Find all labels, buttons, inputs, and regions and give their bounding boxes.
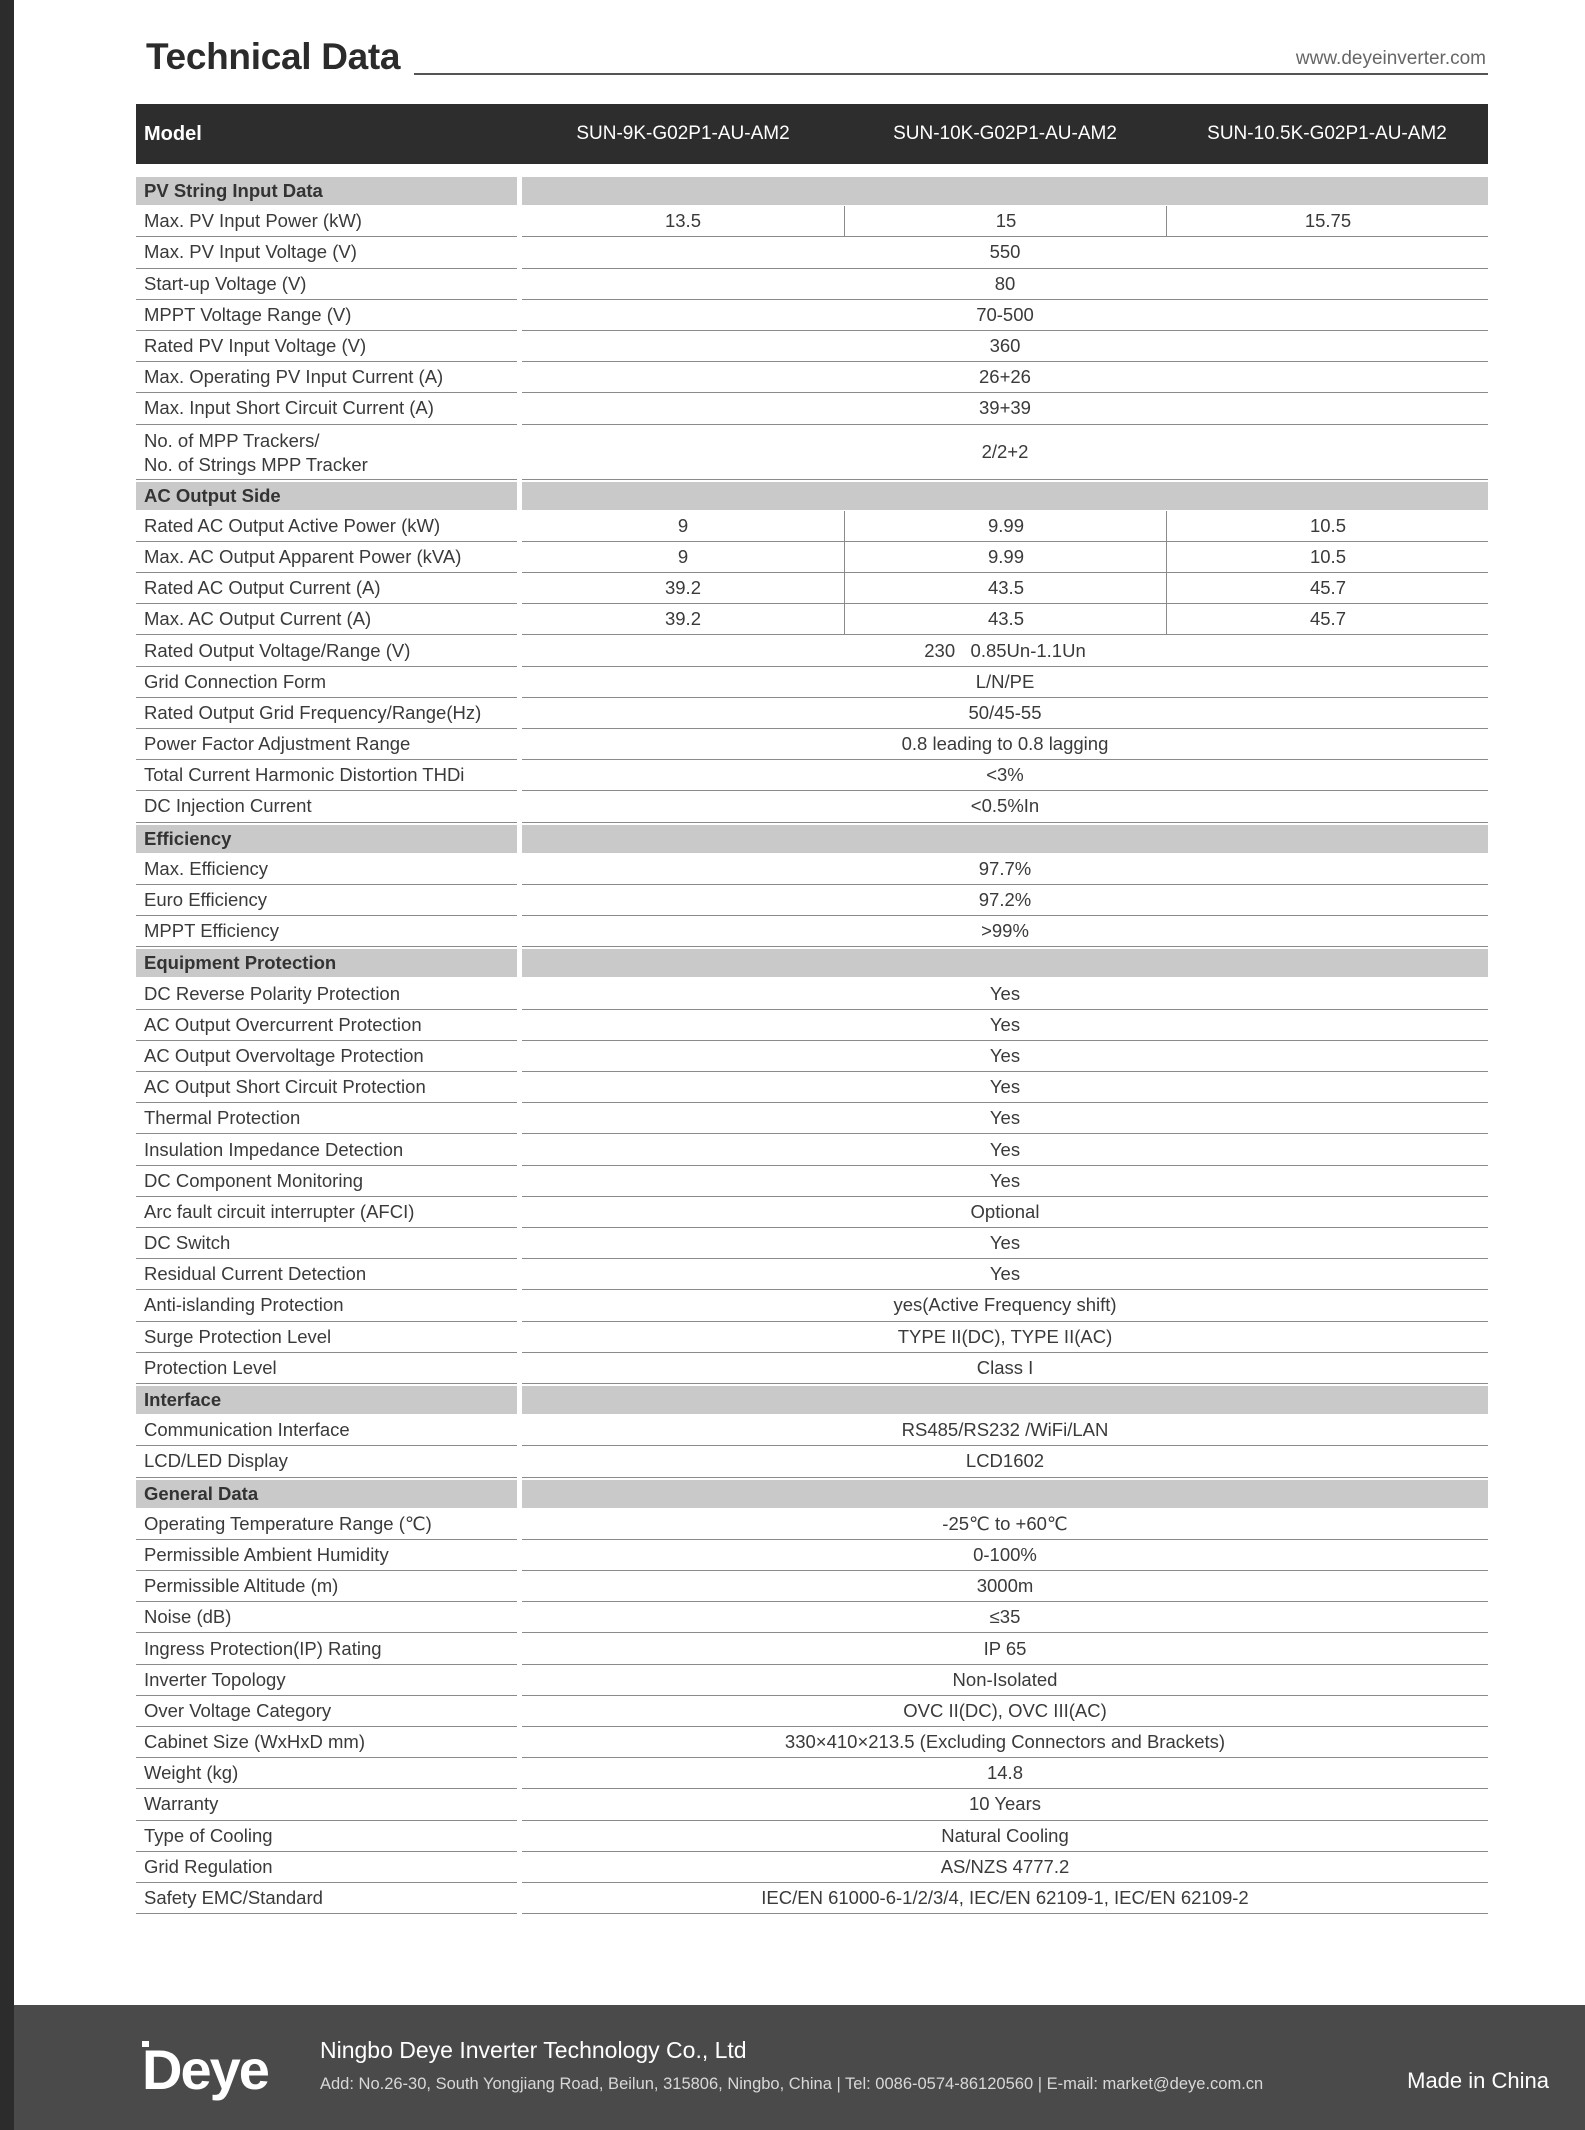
spec-values (522, 604, 1488, 635)
spec-label: DC Switch (136, 1228, 517, 1259)
deye-logo (142, 2033, 302, 2103)
svg-text:Deye: Deye (142, 2038, 268, 2101)
spec-values (522, 300, 1488, 331)
spec-values (522, 1602, 1488, 1633)
spec-label: Rated AC Output Active Power (kW) (136, 511, 517, 542)
spec-value: >99% (981, 920, 1029, 942)
spec-values (522, 949, 1488, 977)
spec-value: 0.8 leading to 0.8 lagging (901, 733, 1109, 755)
spec-label: Insulation Impedance Detection (136, 1134, 517, 1165)
spec-row (136, 1571, 1488, 1602)
spec-row (136, 1134, 1488, 1165)
spec-row (136, 885, 1488, 916)
spec-table (136, 175, 1488, 1914)
spec-value: IEC/EN 61000-6-1/2/3/4, IEC/EN 62109-1, IEC/EN 62109-2 (761, 1887, 1249, 1909)
spec-values (522, 1480, 1488, 1508)
spec-values (522, 237, 1488, 268)
spec-row (136, 1197, 1488, 1228)
spec-row (136, 542, 1488, 573)
spec-row (136, 393, 1488, 424)
spec-values (522, 177, 1488, 205)
spec-values (522, 1446, 1488, 1477)
spec-value: L/N/PE (975, 670, 1035, 692)
spec-label: Safety EMC/Standard (136, 1883, 517, 1914)
spec-value: 80 (994, 272, 1016, 294)
spec-label: Max. PV Input Power (kW) (136, 206, 517, 237)
spec-row (136, 1010, 1488, 1041)
spec-value-cell: 9.99 (844, 511, 1167, 541)
spec-label: Max. AC Output Apparent Power (kVA) (136, 542, 517, 573)
spec-value: 230 0.85Un-1.1Un (924, 639, 1086, 661)
section-title: PV String Input Data (136, 177, 517, 205)
page-header (146, 36, 1488, 86)
title-rule (414, 73, 1488, 75)
spec-value: <0.5%In (970, 795, 1040, 817)
spec-row (136, 1415, 1488, 1446)
spec-values (522, 979, 1488, 1010)
section-title: Equipment Protection (136, 949, 517, 977)
spec-label: Power Factor Adjustment Range (136, 729, 517, 760)
spec-values (522, 1571, 1488, 1602)
spec-value-cell: 45.7 (1166, 573, 1489, 603)
spec-row (136, 425, 1488, 480)
spec-row (136, 362, 1488, 393)
spec-row (136, 206, 1488, 237)
spec-label: Ingress Protection(IP) Rating (136, 1633, 517, 1664)
spec-value-cell: 10.5 (1166, 542, 1489, 572)
spec-label: Euro Efficiency (136, 885, 517, 916)
spec-value: Natural Cooling (941, 1824, 1069, 1846)
spec-row (136, 1602, 1488, 1633)
spec-row (136, 979, 1488, 1010)
spec-row (136, 1852, 1488, 1883)
spec-row (136, 1509, 1488, 1540)
section-header-row (136, 1384, 1488, 1415)
spec-row (136, 237, 1488, 268)
spec-row (136, 1727, 1488, 1758)
spec-values (522, 206, 1488, 237)
spec-value-cell: 43.5 (844, 604, 1167, 634)
spec-value-cell: 10.5 (1166, 511, 1489, 541)
model-name: SUN-10K-G02P1-AU-AM2 (893, 123, 1117, 144)
company-name: Ningbo Deye Inverter Technology Co., Ltd (320, 2037, 747, 2063)
spec-values (522, 1166, 1488, 1197)
spec-label: Max. PV Input Voltage (V) (136, 237, 517, 268)
spec-value: Yes (989, 1044, 1021, 1066)
spec-row (136, 300, 1488, 331)
spec-value: 360 (989, 335, 1021, 357)
spec-values (522, 1665, 1488, 1696)
spec-value: 0-100% (973, 1543, 1037, 1565)
spec-row (136, 1789, 1488, 1820)
spec-label: MPPT Efficiency (136, 916, 517, 947)
spec-value: 2/2+2 (981, 440, 1029, 462)
spec-value-cell: 15 (844, 206, 1167, 236)
spec-values (522, 825, 1488, 853)
spec-value-cell: 39.2 (664, 577, 701, 599)
spec-label: Inverter Topology (136, 1665, 517, 1696)
spec-row (136, 916, 1488, 947)
model-name: SUN-10.5K-G02P1-AU-AM2 (1207, 123, 1447, 144)
spec-label: MPPT Voltage Range (V) (136, 300, 517, 331)
spec-row (136, 1041, 1488, 1072)
spec-label: Permissible Ambient Humidity (136, 1540, 517, 1571)
spec-value: ≤35 (989, 1606, 1021, 1628)
spec-label: Start-up Voltage (V) (136, 269, 517, 300)
spec-values (522, 1386, 1488, 1414)
spec-values (522, 1322, 1488, 1353)
spec-value: IP 65 (983, 1637, 1027, 1659)
spec-label: DC Component Monitoring (136, 1166, 517, 1197)
spec-value: Yes (989, 1013, 1021, 1035)
section-header-row (136, 480, 1488, 511)
spec-row (136, 791, 1488, 822)
spec-value: AS/NZS 4777.2 (940, 1855, 1070, 1877)
spec-label: Max. Input Short Circuit Current (A) (136, 393, 517, 424)
spec-value: Yes (989, 1138, 1021, 1160)
spec-value: 14.8 (986, 1762, 1023, 1784)
spec-value: OVC II(DC), OVC III(AC) (903, 1699, 1107, 1721)
spec-row (136, 729, 1488, 760)
spec-values (522, 1696, 1488, 1727)
spec-value-cell: 9.99 (844, 542, 1167, 572)
spec-value: Yes (989, 1263, 1021, 1285)
spec-values (522, 1727, 1488, 1758)
spec-label: Thermal Protection (136, 1103, 517, 1134)
section-title: General Data (136, 1480, 517, 1508)
spec-label: Rated AC Output Current (A) (136, 573, 517, 604)
spec-row (136, 854, 1488, 885)
spec-values (522, 1010, 1488, 1041)
spec-label: Warranty (136, 1789, 517, 1820)
spec-label: Grid Regulation (136, 1852, 517, 1883)
spec-label: Rated PV Input Voltage (V) (136, 331, 517, 362)
spec-values (522, 1103, 1488, 1134)
spec-label: Residual Current Detection (136, 1259, 517, 1290)
spec-label: Cabinet Size (WxHxD mm) (136, 1727, 517, 1758)
section-title: AC Output Side (136, 482, 517, 510)
spec-values (522, 1072, 1488, 1103)
model-name: SUN-9K-G02P1-AU-AM2 (576, 123, 790, 144)
spec-row (136, 1446, 1488, 1477)
spec-values (522, 1290, 1488, 1321)
spec-values (522, 1540, 1488, 1571)
spec-row (136, 635, 1488, 666)
model-header-row (136, 104, 1488, 164)
spec-label: DC Reverse Polarity Protection (136, 979, 517, 1010)
spec-row (136, 1322, 1488, 1353)
spec-value-cell: 39.2 (664, 608, 701, 630)
spec-value: Yes (989, 1232, 1021, 1254)
spec-row (136, 331, 1488, 362)
spec-values (522, 1789, 1488, 1820)
spec-row (136, 1072, 1488, 1103)
spec-row (136, 1103, 1488, 1134)
website-link[interactable]: www.deyeinverter.com (1295, 48, 1486, 69)
spec-values (522, 393, 1488, 424)
spec-values (522, 854, 1488, 885)
spec-label: Operating Temperature Range (℃) (136, 1509, 517, 1540)
spec-values (522, 331, 1488, 362)
spec-values (522, 1228, 1488, 1259)
spec-values (522, 635, 1488, 666)
spec-value: yes(Active Frequency shift) (893, 1294, 1117, 1316)
spec-label: AC Output Overvoltage Protection (136, 1041, 517, 1072)
company-address: Add: No.26-30, South Yongjiang Road, Beilun, 315806, Ningbo, China | Tel: 0086-0574-86120560 | E-mail: market@deye.com.cn (320, 2075, 1264, 2093)
spec-value: 50/45-55 (968, 701, 1042, 723)
spec-value: Class I (976, 1356, 1034, 1378)
model-label: Model (144, 123, 202, 145)
spec-values (522, 791, 1488, 822)
left-edge-bar (0, 0, 14, 2130)
spec-value-cell: 9 (677, 545, 689, 567)
spec-label: Weight (kg) (136, 1758, 517, 1789)
spec-row (136, 573, 1488, 604)
spec-row (136, 1633, 1488, 1664)
spec-value-cell: 13.5 (664, 210, 701, 232)
made-in-label: Made in China (1407, 2068, 1549, 2093)
spec-value: Yes (989, 1107, 1021, 1129)
spec-value: 3000m (976, 1575, 1034, 1597)
spec-value: LCD1602 (965, 1450, 1045, 1472)
spec-values (522, 511, 1488, 542)
spec-label: Max. AC Output Current (A) (136, 604, 517, 635)
spec-values (522, 1134, 1488, 1165)
spec-values (522, 1353, 1488, 1384)
spec-value: Yes (989, 1169, 1021, 1191)
section-header-row (136, 1478, 1488, 1509)
spec-values (522, 362, 1488, 393)
spec-row (136, 1883, 1488, 1914)
section-header-row (136, 175, 1488, 206)
spec-row (136, 1166, 1488, 1197)
spec-label: Surge Protection Level (136, 1322, 517, 1353)
spec-value: Yes (989, 1076, 1021, 1098)
spec-values (522, 1415, 1488, 1446)
spec-label: LCD/LED Display (136, 1446, 517, 1477)
spec-row (136, 1696, 1488, 1727)
spec-row (136, 511, 1488, 542)
spec-value: 97.7% (978, 857, 1032, 879)
spec-value: 70-500 (976, 303, 1034, 325)
spec-values (522, 885, 1488, 916)
spec-row (136, 1259, 1488, 1290)
spec-label: Max. Operating PV Input Current (A) (136, 362, 517, 393)
spec-value: Non-Isolated (952, 1668, 1058, 1690)
spec-value: RS485/RS232 /WiFi/LAN (901, 1419, 1109, 1441)
section-header-row (136, 823, 1488, 854)
spec-row (136, 1290, 1488, 1321)
spec-value: Optional (970, 1200, 1040, 1222)
spec-label: Rated Output Grid Frequency/Range(Hz) (136, 698, 517, 729)
section-title: Interface (136, 1386, 517, 1414)
spec-row (136, 667, 1488, 698)
spec-values (522, 667, 1488, 698)
spec-row (136, 1758, 1488, 1789)
spec-values (522, 1509, 1488, 1540)
spec-row (136, 1665, 1488, 1696)
spec-label: Total Current Harmonic Distortion THDi (136, 760, 517, 791)
spec-label: Protection Level (136, 1353, 517, 1384)
spec-values (522, 482, 1488, 510)
section-title: Efficiency (136, 825, 517, 853)
spec-values (522, 425, 1488, 480)
spec-values (522, 1197, 1488, 1228)
spec-values (522, 1633, 1488, 1664)
spec-value: 97.2% (978, 889, 1032, 911)
spec-values (522, 269, 1488, 300)
spec-value: 550 (989, 241, 1021, 263)
spec-value: -25℃ to +60℃ (942, 1512, 1068, 1534)
spec-label: Arc fault circuit interrupter (AFCI) (136, 1197, 517, 1228)
spec-label: Type of Cooling (136, 1821, 517, 1852)
spec-label: No. of MPP Trackers/ No. of Strings MPP Tracker (136, 425, 517, 480)
spec-value: <3% (986, 764, 1024, 786)
spec-label: AC Output Short Circuit Protection (136, 1072, 517, 1103)
spec-values (522, 1758, 1488, 1789)
spec-value-cell: 9 (677, 514, 689, 536)
spec-value: 39+39 (979, 397, 1031, 419)
spec-row (136, 269, 1488, 300)
spec-values (522, 1821, 1488, 1852)
footer (14, 2005, 1585, 2130)
spec-value-cell: 45.7 (1166, 604, 1489, 634)
spec-row (136, 604, 1488, 635)
spec-values (522, 760, 1488, 791)
spec-value: TYPE II(DC), TYPE II(AC) (897, 1325, 1113, 1347)
spec-values (522, 729, 1488, 760)
spec-label: Max. Efficiency (136, 854, 517, 885)
spec-label: Anti-islanding Protection (136, 1290, 517, 1321)
spec-row (136, 1821, 1488, 1852)
spec-values (522, 1259, 1488, 1290)
spec-values (522, 1883, 1488, 1914)
spec-values (522, 573, 1488, 604)
spec-values (522, 542, 1488, 573)
spec-value-cell: 43.5 (844, 573, 1167, 603)
spec-label: Permissible Altitude (m) (136, 1571, 517, 1602)
spec-label: Grid Connection Form (136, 667, 517, 698)
spec-label: Rated Output Voltage/Range (V) (136, 635, 517, 666)
spec-row (136, 1540, 1488, 1571)
spec-value: Yes (989, 982, 1021, 1004)
spec-values (522, 698, 1488, 729)
spec-label: Over Voltage Category (136, 1696, 517, 1727)
spec-values (522, 1852, 1488, 1883)
spec-value: 330×410×213.5 (Excluding Connectors and Brackets) (784, 1731, 1226, 1753)
spec-row (136, 1353, 1488, 1384)
spec-values (522, 916, 1488, 947)
page-title: Technical Data (146, 36, 401, 77)
spec-label: DC Injection Current (136, 791, 517, 822)
spec-row (136, 698, 1488, 729)
spec-value: 10 Years (968, 1793, 1041, 1815)
spec-label: Noise (dB) (136, 1602, 517, 1633)
section-header-row (136, 947, 1488, 978)
spec-label: AC Output Overcurrent Protection (136, 1010, 517, 1041)
spec-value-cell: 15.75 (1166, 206, 1489, 236)
spec-label: Communication Interface (136, 1415, 517, 1446)
spec-row (136, 1228, 1488, 1259)
spec-row (136, 760, 1488, 791)
spec-value: 26+26 (979, 366, 1031, 388)
spec-values (522, 1041, 1488, 1072)
